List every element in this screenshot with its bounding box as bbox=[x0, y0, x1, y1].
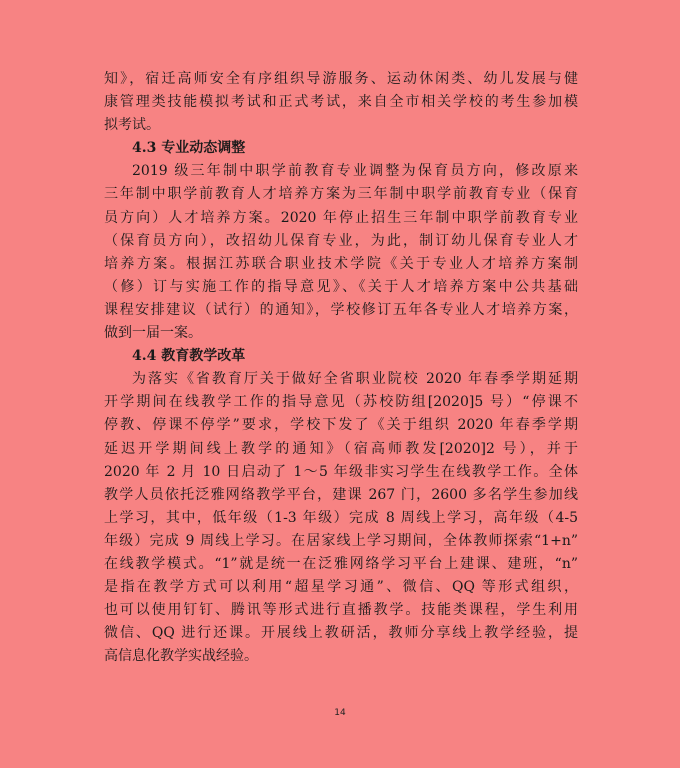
text-line: 教学人员依托泛雅网络教学平台，建课 267 门，2600 多名学生参加线 bbox=[104, 486, 578, 503]
text-line: 员方向）人才培养方案。2020 年停止招生三年制中职学前教育专业 bbox=[104, 209, 578, 226]
text-line: 2020 年 2 月 10 日启动了 1～5 年级非实习学生在线教学工作。全体 bbox=[104, 463, 578, 480]
text-line: 微信、QQ 进行还课。开展线上教研活，教师分享线上教学经验，提 bbox=[104, 625, 578, 642]
paragraph-section-4-3 bbox=[104, 160, 578, 345]
text-line: 年级）完成 9 周线上学习。在居家线上学习期间，全体教师探索“1+n” bbox=[104, 532, 578, 549]
paragraph-intro bbox=[104, 68, 578, 137]
text-line: 高信息化教学实战经验。 bbox=[104, 648, 258, 665]
text-line: 在线教学模式。“1”就是统一在泛雅网络学习平台上建课、建班，“n” bbox=[104, 555, 578, 572]
paragraph-section-4-4 bbox=[104, 368, 578, 668]
text-line: 为落实《省教育厅关于做好全省职业院校 2020 年春季学期延期 bbox=[132, 371, 578, 388]
text-line: 2019 级三年制中职学前教育专业调整为保育员方向，修改原来 bbox=[132, 163, 578, 180]
text-line: 康管理类技能模拟考试和正式考试，来自全市相关学校的考生参加模 bbox=[104, 94, 578, 111]
text-line: 是指在教学方式可以利用“超星学习通”、微信、QQ 等形式组织， bbox=[104, 579, 578, 596]
text-line: 课程安排建议（试行）的通知》，学校修订五年各专业人才培养方案， bbox=[104, 301, 578, 318]
text-line: 延迟开学期间线上教学的通知》（宿高师教发[2020]2 号），并于 bbox=[104, 440, 578, 457]
text-line: （修）订与实施工作的指导意见》、《关于人才培养方案中公共基础 bbox=[104, 278, 578, 295]
text-line: 培养方案。根据江苏联合职业技术学院《关于专业人才培养方案制 bbox=[104, 255, 578, 272]
text-line: 也可以使用钉钉、腾讯等形式进行直播教学。技能类课程，学生利用 bbox=[104, 602, 578, 619]
document-body bbox=[104, 68, 578, 668]
section-heading-4-3: 4.3 专业动态调整 bbox=[132, 140, 246, 157]
section-heading-4-4: 4.4 教育教学改革 bbox=[132, 348, 246, 365]
page-number: 14 bbox=[334, 708, 346, 718]
text-line: 做到一届一案。 bbox=[104, 325, 202, 342]
text-line: 停教、停课不停学”要求，学校下发了《关于组织 2020 年春季学期 bbox=[104, 417, 578, 434]
text-line: （保育员方向），改招幼儿保育专业，为此，制订幼儿保育专业人才 bbox=[104, 232, 578, 249]
text-line: 知》，宿迁高师安全有序组织导游服务、运动休闲类、幼儿发展与健 bbox=[104, 71, 578, 87]
text-line: 三年制中职学前教育人才培养方案为三年制中职学前教育专业（保育 bbox=[104, 186, 578, 203]
text-line: 上学习，其中，低年级（1-3 年级）完成 8 周线上学习，高年级（4-5 bbox=[104, 509, 578, 526]
text-line: 拟考试。 bbox=[104, 117, 160, 134]
text-line: 开学期间在线教学工作的指导意见（苏校防组[2020]5 号）“停课不 bbox=[104, 394, 578, 411]
